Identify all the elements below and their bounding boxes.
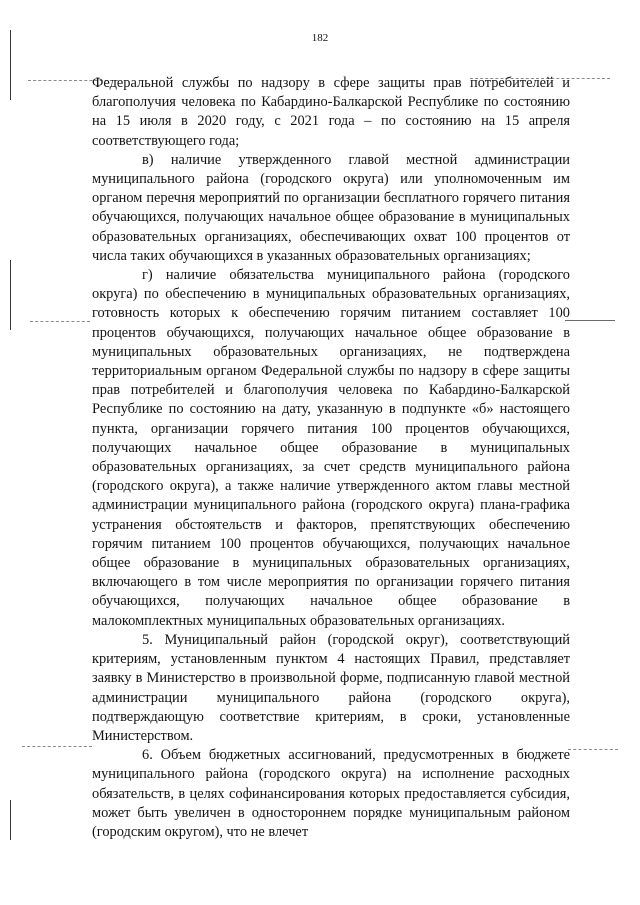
margin-mark-bottom [10, 800, 11, 840]
scan-line-lower-left [22, 746, 92, 747]
scan-line-mid-right [565, 320, 615, 321]
document-text [92, 74, 570, 842]
paragraph-6: 6. Объем бюджетных ассигнований, предусмотренных в бюджете муниципального района (городского округа) на исполнение расходных обязательств, в целях софинансирования которых предоставляется субсидия, может быть увеличен в одностороннем порядке муниципальным районом (городским округом), что не влечет [92, 747, 570, 840]
paragraph-continuation: Федеральной службы по надзору в сфере защиты прав потребителей и благополучия человека по Кабардино-Балкарской Республике по состоянию на 15 июля в 2020 году, с 2021 года – по состоянию на 15 апреля соответствующего года; [92, 75, 570, 149]
margin-mark-middle [10, 260, 11, 330]
paragraph-item-v: в) наличие утвержденного главой местной администрации муниципального района (городского округа) или уполномоченным им органом перечня мероприятий по организации бесплатного горячего питания обучающихся, получающих начальное общее образование в муниципальных образовательных организациях, обеспечивающих охват 100 процентов от числа таких обучающихся в указанных образовательных организациях; [92, 151, 570, 264]
scan-line-lower-right [568, 749, 618, 750]
page-number: 182 [311, 32, 329, 44]
paragraph-item-g: г) наличие обязательства муниципального района (городского округа) по обеспечению в муниципальных образовательных организациях, готовность которых к обеспечению горячим питанием составляет 100 процентов обучающихся, получающих начальное общее образование в муниципальных образовательных организациях, не подтверждена территориальным органом Федеральной службы по надзору в сфере защиты прав потребителей и благополучия человека по Кабардино-Балкарской Республике по состоянию на дату, указанную в подпункте «б» настоящего пункта, организации горячего питания 100 процентов обучающихся, получающих начальное общее образование в муниципальных образовательных организациях, за счет средств муниципального района (городского округа), а также наличие утвержденного актом главы местной администрации муниципального района (городского округа) плана-графика устранения обстоятельств и факторов, препятствующих обеспечению горячим питанием 100 процентов обучающихся, получающих начальное общее образование в муниципальных образовательных организациях, включающего в том числе мероприятия по организации горячего питания обучающихся, получающих начальное общее образование в малокомплектных муниципальных образовательных организациях. [92, 267, 570, 629]
paragraph-5: 5. Муниципальный район (городской округ), соответствующий критериям, установленным пунктом 4 настоящих Правил, представляет заявку в Министерство в произвольной форме, подписанную главой местной администрации муниципального района (городского округа), подтверждающую соответствие критериям, в сроки, установленные Министерством. [92, 631, 570, 744]
scan-line-mid-left [30, 321, 90, 322]
margin-mark-top [10, 30, 11, 100]
